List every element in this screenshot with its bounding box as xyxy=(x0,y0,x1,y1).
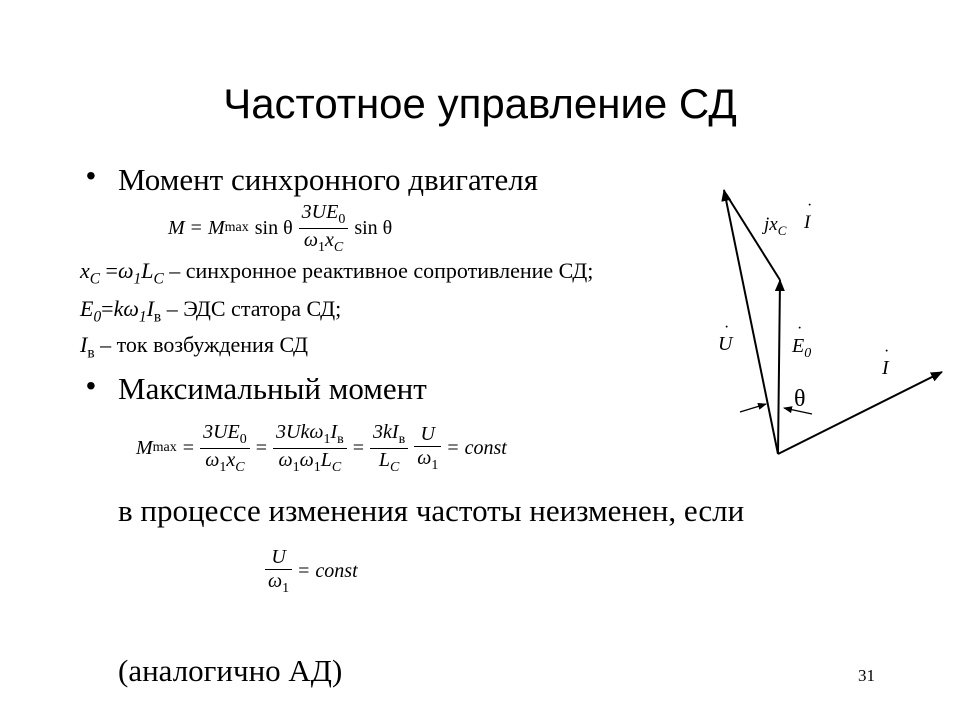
def-symbol: I xyxy=(80,332,88,357)
formula-symbol: = xyxy=(255,436,268,459)
formula-symbol: U xyxy=(271,545,286,568)
formula-subscript: 1 xyxy=(313,459,321,475)
formula-symbol: M xyxy=(207,216,225,239)
formula-subscript: 0 xyxy=(338,211,346,227)
formula-symbol: U xyxy=(420,422,435,445)
formula-symbol: const xyxy=(464,436,507,459)
emf-vector xyxy=(778,280,780,454)
formula-symbol: sin θ xyxy=(354,216,393,239)
formula-symbol: ω xyxy=(205,448,220,471)
formula-symbol: L xyxy=(378,448,391,471)
current-vector xyxy=(778,372,942,454)
formula-subscript: в xyxy=(337,431,344,447)
formula-subscript: C xyxy=(390,459,400,475)
formula-symbol: x xyxy=(324,228,334,251)
max-torque-formula xyxy=(136,418,507,478)
def-symbol: kω xyxy=(113,296,139,321)
bullet-text-2: Максимальный момент xyxy=(118,371,427,406)
fraction xyxy=(265,546,292,597)
def-symbol: I xyxy=(146,296,154,321)
slide-title: Частотное управление СД xyxy=(223,80,737,127)
formula-subscript: C xyxy=(333,239,344,255)
formula-symbol: ω xyxy=(303,228,318,251)
definition-xc xyxy=(80,258,593,288)
formula-symbol: const xyxy=(315,559,358,582)
def-symbol: L xyxy=(141,258,154,283)
def-symbol: = xyxy=(100,258,118,283)
formula-symbol: 3UE xyxy=(301,200,339,223)
bullet-dot-2: • xyxy=(86,370,96,401)
formula-subscript: 1 xyxy=(431,457,439,473)
definition-e0 xyxy=(80,296,341,326)
def-symbol: = xyxy=(101,296,114,321)
def-text: – ток возбуждения СД xyxy=(94,332,309,357)
torque-formula xyxy=(168,200,392,256)
formula-symbol: M xyxy=(168,216,185,239)
theta-arrow-left xyxy=(740,404,766,412)
formula-symbol: I xyxy=(330,420,338,443)
condition-text: в процессе изменения частоты неизменен, если xyxy=(118,493,745,528)
def-subscript: C xyxy=(89,270,101,288)
page-number: 31 xyxy=(858,666,875,685)
def-text: – синхронное реактивное сопротивление СД; xyxy=(163,258,594,283)
dot-mark: · xyxy=(884,343,890,360)
formula-subscript: 1 xyxy=(292,459,300,475)
formula-symbol: = xyxy=(352,436,365,459)
definition-iv xyxy=(80,332,308,362)
def-subscript: 1 xyxy=(138,308,147,326)
fraction xyxy=(370,421,408,476)
bullet-dot-1: • xyxy=(86,160,96,191)
formula-symbol: = xyxy=(190,216,202,239)
label-current: I xyxy=(882,357,889,379)
fraction xyxy=(200,421,250,476)
formula-symbol: ω xyxy=(278,448,293,471)
formula-symbol: ω xyxy=(268,569,283,592)
formula-subscript: 1 xyxy=(219,459,227,475)
formula-subscript: max xyxy=(152,440,177,455)
formula-symbol: = xyxy=(298,559,310,582)
formula-symbol: = xyxy=(447,436,459,459)
def-subscript: в xyxy=(87,344,95,362)
formula-subscript: 1 xyxy=(282,580,290,596)
def-subscript: 1 xyxy=(133,270,142,288)
dot-mark: · xyxy=(724,319,730,336)
formula-symbol: 3UE xyxy=(203,420,240,443)
analogy-text: (аналогично АД) xyxy=(118,653,343,688)
formula-subscript: 0 xyxy=(239,431,247,447)
formula-symbol: M xyxy=(136,436,153,459)
fraction xyxy=(273,421,347,476)
formula-symbol: L xyxy=(320,448,332,471)
formula-symbol: 3Ukω xyxy=(276,420,324,443)
label-voltage: U xyxy=(718,333,733,355)
def-subscript: 0 xyxy=(93,308,102,326)
formula-subscript: C xyxy=(235,459,245,475)
formula-symbol: ω xyxy=(299,448,314,471)
formula-subscript: C xyxy=(331,459,342,475)
formula-subscript: 1 xyxy=(323,431,331,447)
formula-subscript: max xyxy=(224,220,249,235)
ratio-formula xyxy=(265,540,358,602)
formula-symbol: x xyxy=(226,448,236,471)
def-symbol: x xyxy=(80,258,90,283)
def-subscript: в xyxy=(153,308,162,326)
formula-symbol: = xyxy=(182,436,195,459)
def-symbol: E xyxy=(80,296,94,321)
bullet-text-1: Момент синхронного двигателя xyxy=(118,162,538,197)
label-current-top: I xyxy=(804,212,811,233)
formula-symbol: 3kI xyxy=(373,420,399,443)
def-text: – ЭДС статора СД; xyxy=(161,296,342,321)
formula-subscript: в xyxy=(398,431,406,447)
dot-mark: · xyxy=(807,197,813,214)
label-emf: $E_0$ xyxy=(792,335,812,361)
phasor-diagram xyxy=(700,170,950,470)
formula-subscript: 1 xyxy=(317,239,325,255)
label-theta: θ xyxy=(794,386,806,412)
dot-mark: · xyxy=(797,320,803,337)
formula-symbol: sin θ xyxy=(254,216,293,239)
formula-symbol: ω xyxy=(417,446,432,469)
label-jx: $jx_C$ xyxy=(764,214,787,238)
def-symbol: ω xyxy=(117,258,134,283)
fraction xyxy=(299,201,349,256)
def-subscript: C xyxy=(153,270,164,288)
fraction xyxy=(414,423,441,474)
